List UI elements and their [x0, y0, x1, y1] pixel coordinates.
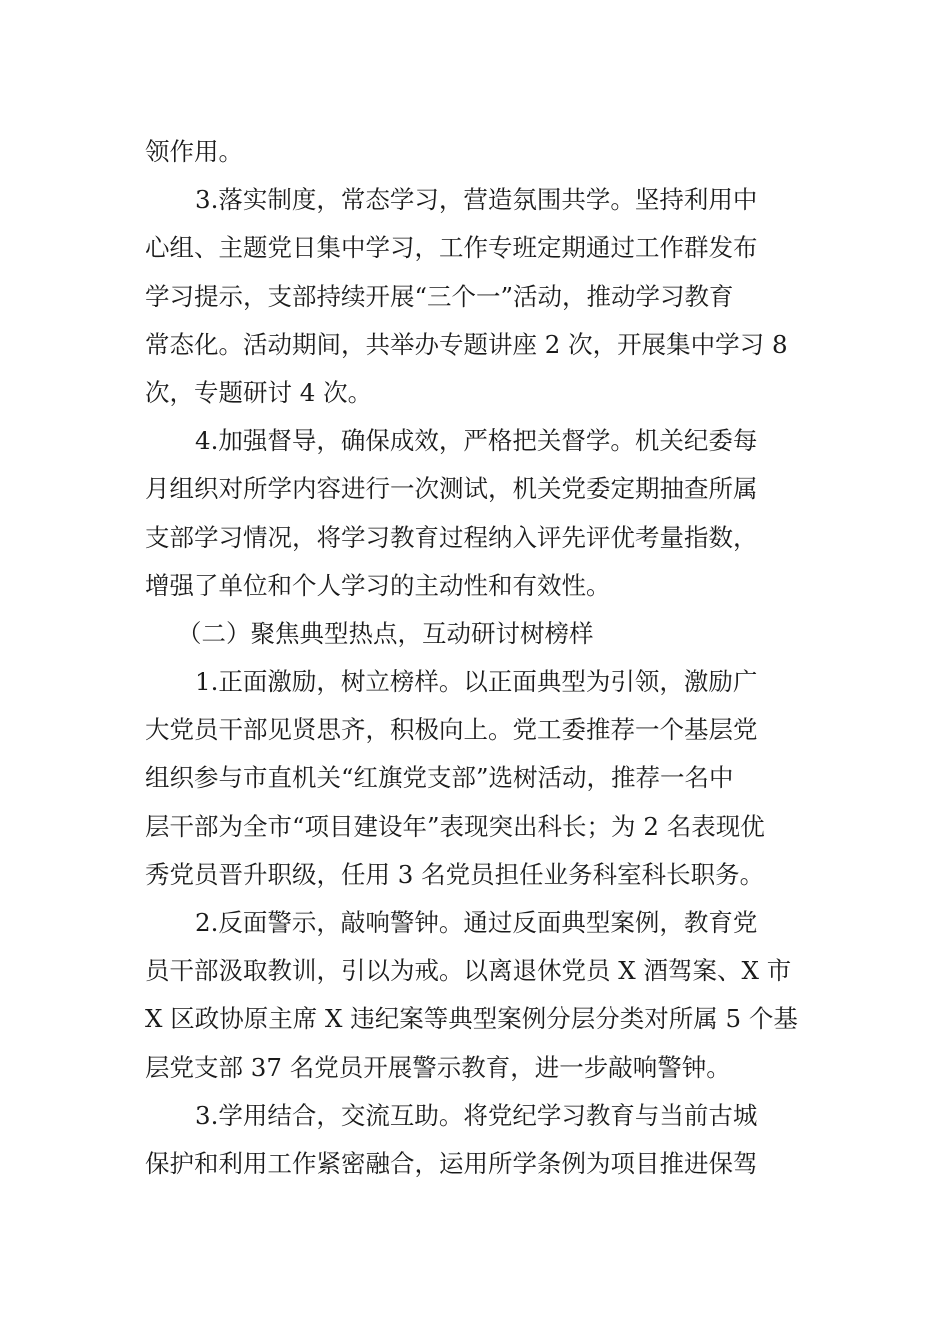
text-line: 组织参与市直机关“红旗党支部”选树活动，推荐一名中	[145, 763, 734, 793]
paragraph-start-line: 3.落实制度，常态学习，营造氛围共学。坚持利用中	[195, 185, 758, 215]
text-line: 大党员干部见贤思齐，积极向上。党工委推荐一个基层党	[145, 715, 758, 745]
text-line: 月组织对所学内容进行一次测试，机关党委定期抽查所属	[145, 474, 758, 504]
text-line: 次，专题研讨 4 次。	[145, 377, 373, 407]
text-line: 学习提示，支部持续开展“三个一”活动，推动学习教育	[145, 281, 734, 311]
text-line: 层干部为全市“项目建设年”表现突出科长；为 2 名表现优	[145, 811, 765, 841]
paragraph-start-line: 1.正面激励，树立榜样。以正面典型为引领，激励广	[195, 667, 758, 697]
text-line: 增强了单位和个人学习的主动性和有效性。	[145, 570, 611, 600]
section-heading: （二）聚焦典型热点，互动研讨树榜样	[177, 618, 594, 648]
paragraph-start-line: 3.学用结合，交流互助。将党纪学习教育与当前古城	[195, 1100, 758, 1130]
text-line: 层党支部 37 名党员开展警示教育，进一步敲响警钟。	[145, 1052, 731, 1082]
text-line: 常态化。活动期间，共举办专题讲座 2 次，开展集中学习 8	[145, 329, 788, 359]
paragraph-start-line: 2.反面警示，敲响警钟。通过反面典型案例，教育党	[195, 908, 758, 937]
text-line: X 区政协原主席 X 违纪案等典型案例分层分类对所属 5 个基	[145, 1004, 798, 1034]
text-line: 保护和利用工作紧密融合，运用所学条例为项目推进保驾	[145, 1148, 758, 1178]
text-line: 秀党员晋升职级，任用 3 名党员担任业务科室科长职务。	[145, 859, 765, 889]
paragraph-start-line: 4.加强督导，确保成效，严格把关督学。机关纪委每	[195, 426, 758, 456]
text-line: 支部学习情况，将学习教育过程纳入评先评优考量指数，	[145, 522, 758, 552]
text-line: 心组、主题党日集中学习，工作专班定期通过工作群发布	[145, 233, 758, 263]
body-text	[145, 128, 810, 1188]
text-line: 领作用。	[145, 137, 243, 166]
text-line: 员干部汲取教训，引以为戒。以离退休党员 X 酒驾案、X 市	[145, 956, 792, 986]
